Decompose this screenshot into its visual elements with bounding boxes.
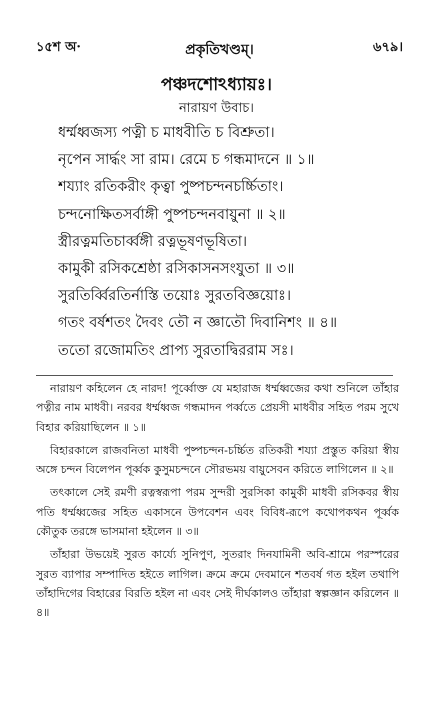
running-header: [36, 38, 403, 58]
chapter-number: ১৫শ অ·: [36, 40, 81, 55]
translation-paragraph: তাঁহারা উভয়েই সুরত কার্য্যে সুনিপুণ, সুতরাং দিনযামিনী অবি-শ্রামে পরস্পরের সুরত ব্যাপার সম্পাদিত হইতে লাগিল। ক্রমে ক্রমে দেবমানে শতবর্ষ গত হইল তথাপি তাঁহাদিগের বিহারের বিরতি হইল না এবং সেই দীর্ঘকালও তাঁহারা স্বল্পজ্ঞান করিলেন ॥ ৪॥: [36, 548, 399, 620]
section-divider: [36, 375, 393, 376]
translation-paragraph: নারায়ণ কহিলেন হে নারদ! পূর্ব্বোক্ত যে মহারাজ ধর্ম্মধ্বজের কথা শুনিলে তাঁহার পত্নীর নাম মাধবী। নরবর ধর্ম্মধ্বজ গন্ধমাদন পর্ব্বতে প্রেয়সী মাধবীর সহিত পরম সুখে বিহার করিয়াছিলেন ॥ ১॥: [36, 382, 399, 434]
verse-line: শয্যাং রতিকরীং কৃত্বা পুষ্পচন্দনচর্চ্চিতাং।: [58, 179, 284, 196]
translation-paragraph: তৎকালে সেই রমণী রত্নস্বরূপা পরম সুন্দরী সুরসিকা কামুকী মাধবী রসিকবর স্বীয় পতি ধর্ম্মধ্বজের সহিত একাসনে উপবেশন এবং বিবিধ-রূপে কথোপকথন পূর্ব্বক কৌতুক তরঙ্গে ভাসমানা হইলেন ॥ ৩॥: [36, 486, 399, 539]
chapter-title: পঞ্চদশোঽধ্যায়ঃ।: [161, 75, 272, 95]
speaker-line: নারায়ণ উবাচ।: [179, 101, 254, 116]
page-number: ৬৭৯।: [373, 40, 403, 55]
bengali-translation: [36, 379, 399, 627]
verse-line: নৃপেন সার্দ্ধং সা রাম। রেমে চ গন্ধমাদনে ॥ ১॥: [58, 152, 315, 169]
sanskrit-verses: [58, 120, 403, 365]
verse-line: স্ত্রীরত্নমতিচার্ব্বঙ্গী রত্নভূষণভূষিতা।: [58, 233, 248, 250]
verse-line: সুরতির্ব্বিরতির্নাস্তি তয়োঃ সুরতবিজ্ঞয়োঃ।: [58, 288, 292, 305]
verse-line: গতং বর্ষশতং দৈবং তৌ ন জ্ঞাতৌ দিবানিশং ॥ ৪॥: [58, 315, 338, 332]
translation-paragraph: বিহারকালে রাজবনিতা মাধবী পুষ্পচন্দন-চর্চ্চিত রতিকরী শয্যা প্রস্তুত করিয়া স্বীয় অঙ্গে চন্দন বিলেপন পূর্ব্বক কুসুমচন্দনে সৌরভময় বায়ুসেবন করিতে লাগিলেন ॥ ২॥: [36, 443, 399, 477]
verse-line: ততো রজোমতিং প্রাপ্য সুরতাদ্বিররাম সঃ।: [58, 342, 294, 359]
verse-line: চন্দনোক্ষিতসর্বাঙ্গী পুষ্পচন্দনবায়ুনা ॥ ২॥: [58, 206, 286, 223]
section-title: প্রকৃতিখণ্ডম্।: [185, 42, 254, 58]
verse-line: ধর্ম্মধ্বজস্য পত্নী চ মাধবীতি চ বিশ্রুতা।: [58, 125, 275, 141]
verse-line: কামুকী রসিকশ্রেষ্ঠা রসিকাসনসংযুতা ॥ ৩॥: [58, 261, 295, 278]
